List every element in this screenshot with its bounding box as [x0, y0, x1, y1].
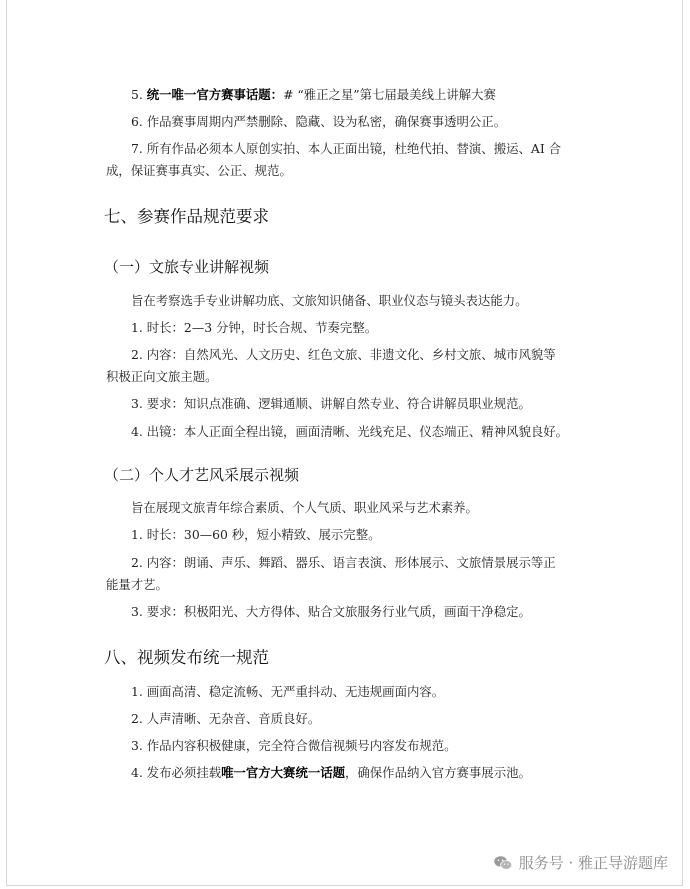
- section-7-title: 七、参赛作品规范要求: [104, 207, 269, 226]
- sub2-item-2-line2: 能量才艺。: [106, 577, 168, 592]
- sub2-intro: 旨在展现文旅青年综合素质、个人气质、职业风采与艺术素养。: [131, 500, 478, 515]
- rule-5-number: 5.: [131, 87, 143, 102]
- section-8-title: 八、视频发布统一规范: [104, 648, 269, 667]
- s8-item-3: 3. 作品内容积极健康，完全符合微信视频号内容发布规范。: [131, 738, 457, 753]
- section-7-sub2-title: （二）个人才艺风采展示视频: [104, 466, 300, 484]
- rule-6: 6. 作品赛事周期内严禁删除、隐藏、设为私密，确保赛事透明公正。: [131, 114, 507, 129]
- sub1-item-1: 1. 时长：2—3 分钟，时长合规、节奏完整。: [131, 320, 378, 335]
- s8-item-4: [131, 762, 611, 784]
- s8-item-1: 1. 画面高清、稳定流畅、无严重抖动、无违规画面内容。: [131, 684, 445, 699]
- watermark-text: 服务号 · 雅正导游题库: [518, 854, 668, 872]
- s8-item-2: 2. 人声清晰、无杂音、音质良好。: [131, 711, 321, 726]
- rule-5: [131, 84, 611, 106]
- sub1-item-3: 3. 要求：知识点准确、逻辑通顺、讲解自然专业、符合讲解员职业规范。: [131, 396, 531, 411]
- s8-item-4-pre: 4. 发布必须挂载: [131, 765, 222, 780]
- s8-item-4-bold: 唯一官方大赛统一话题: [221, 765, 346, 780]
- section-7-sub1-title: （一）文旅专业讲解视频: [104, 258, 270, 276]
- s8-item-4-post: ，确保作品纳入官方赛事展示池。: [345, 765, 531, 780]
- sub1-item-2-line2: 积极正向文旅主题。: [106, 369, 218, 384]
- rule-7-line2: 成，保证赛事真实、公正、规范。: [106, 163, 292, 178]
- watermark: [493, 852, 668, 873]
- sub1-intro: 旨在考察选手专业讲解功底、文旅知识储备、职业仪态与镜头表达能力。: [131, 293, 528, 308]
- sub2-item-1: 1. 时长：30—60 秒，短小精致、展示完整。: [131, 527, 381, 542]
- rule-5-text: # “雅正之星”第七届最美线上讲解大赛: [283, 87, 496, 102]
- wechat-icon: [493, 855, 513, 871]
- sub2-item-3: 3. 要求：积极阳光、大方得体、贴合文旅服务行业气质，画面干净稳定。: [131, 604, 531, 619]
- sub1-item-2-line1: 2. 内容：自然风光、人文历史、红色文旅、非遗文化、乡村文旅、城市风貌等: [131, 347, 556, 362]
- sub2-item-2-line1: 2. 内容：朗诵、声乐、舞蹈、器乐、语言表演、形体展示、文旅情景展示等正: [131, 555, 556, 570]
- sub1-item-4: 4. 出镜：本人正面全程出镜，画面清晰、光线充足、仪态端正、精神风貌良好。: [131, 424, 569, 439]
- rule-7-line1: 7. 所有作品必须本人原创实拍、本人正面出镜，杜绝代拍、替演、搬运、AI 合: [131, 141, 562, 156]
- rule-5-bold: 统一唯一官方赛事话题：: [146, 87, 284, 102]
